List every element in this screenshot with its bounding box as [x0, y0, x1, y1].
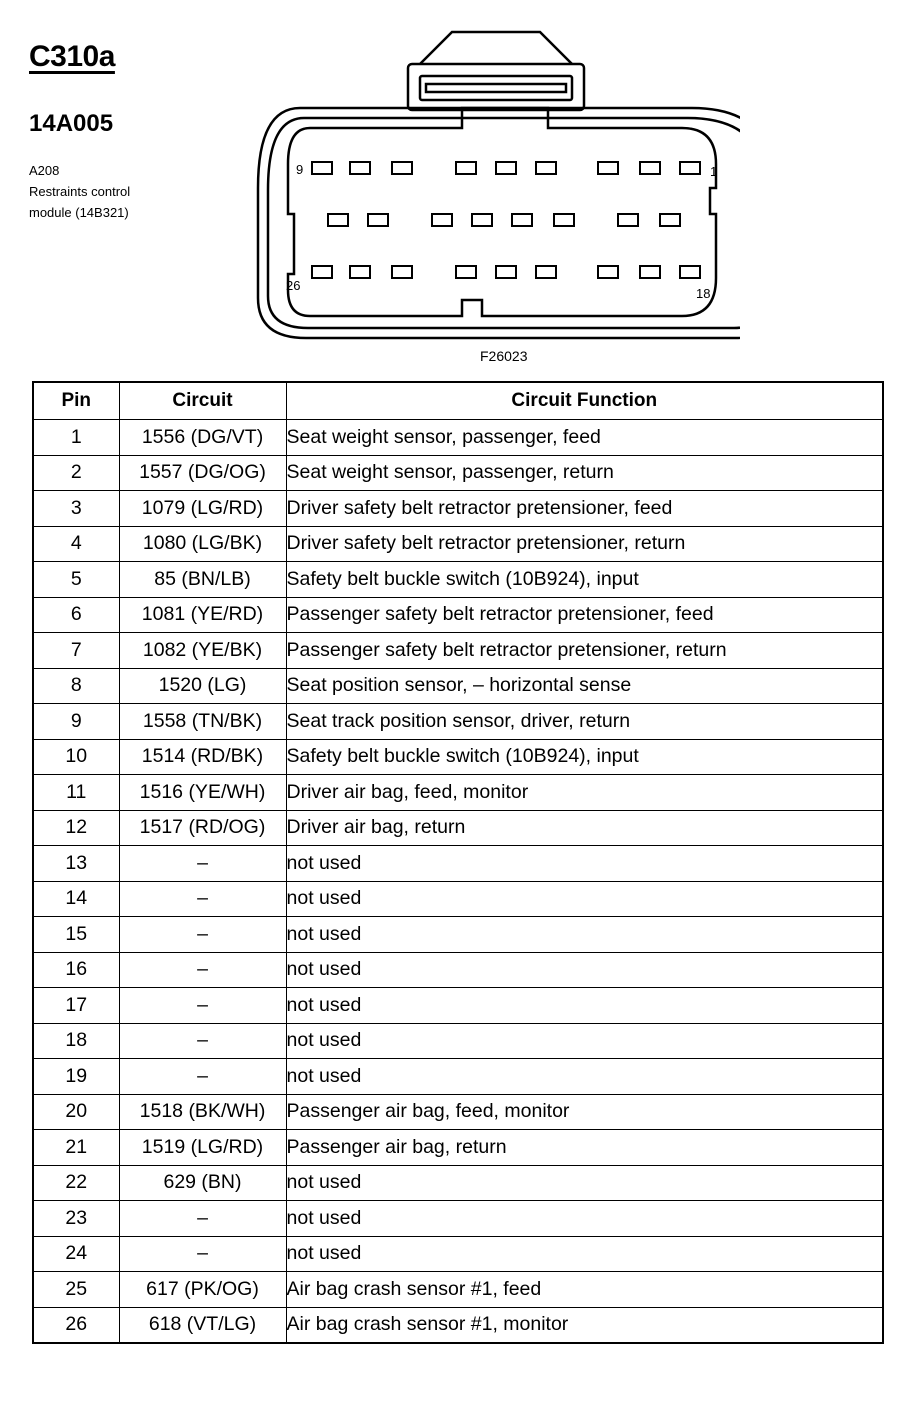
circuit-cell: –	[119, 846, 286, 882]
circuit-cell: 618 (VT/LG)	[119, 1307, 286, 1343]
connector-title: C310a	[29, 40, 115, 73]
pin-cell: 18	[33, 1023, 119, 1059]
circuit-cell: 1082 (YE/BK)	[119, 633, 286, 669]
description-line: module (14B321)	[29, 205, 129, 220]
circuit-cell: 1558 (TN/BK)	[119, 704, 286, 740]
column-header-function: Circuit Function	[286, 382, 883, 420]
table-row	[33, 1307, 883, 1343]
function-cell: Passenger safety belt retractor pretensioner, return	[286, 633, 883, 669]
pin-cell: 14	[33, 881, 119, 917]
table-row	[33, 739, 883, 775]
function-cell: not used	[286, 1165, 883, 1201]
pin-cell: 10	[33, 739, 119, 775]
pinout-table-body	[33, 420, 883, 1344]
figure-id: F26023	[480, 348, 528, 364]
circuit-cell: –	[119, 881, 286, 917]
circuit-cell: –	[119, 952, 286, 988]
table-row	[33, 1130, 883, 1166]
circuit-cell: –	[119, 1059, 286, 1095]
housing-outer	[258, 108, 740, 338]
circuit-cell: –	[119, 1023, 286, 1059]
function-cell: Passenger air bag, return	[286, 1130, 883, 1166]
circuit-cell: 85 (BN/LB)	[119, 562, 286, 598]
function-cell: not used	[286, 988, 883, 1024]
table-row	[33, 562, 883, 598]
function-cell: Driver air bag, return	[286, 810, 883, 846]
pin-cell: 25	[33, 1272, 119, 1308]
pin-cell: 26	[33, 1307, 119, 1343]
circuit-cell: 1080 (LG/BK)	[119, 526, 286, 562]
connector-description	[29, 160, 130, 223]
table-row	[33, 704, 883, 740]
function-cell: Air bag crash sensor #1, monitor	[286, 1307, 883, 1343]
table-row	[33, 1165, 883, 1201]
pin-cell: 5	[33, 562, 119, 598]
description-line: A208	[29, 163, 60, 178]
locking-tab	[420, 32, 572, 64]
table-row	[33, 810, 883, 846]
pin-cell: 21	[33, 1130, 119, 1166]
function-cell: Seat weight sensor, passenger, feed	[286, 420, 883, 456]
function-cell: not used	[286, 1023, 883, 1059]
function-cell: Seat weight sensor, passenger, return	[286, 455, 883, 491]
circuit-cell: 1079 (LG/RD)	[119, 491, 286, 527]
pinout-table	[32, 381, 884, 1344]
pin-cell: 22	[33, 1165, 119, 1201]
pin-label-bottom-left: 26	[286, 278, 301, 293]
circuit-cell: –	[119, 1201, 286, 1237]
table-row	[33, 455, 883, 491]
circuit-cell: 1519 (LG/RD)	[119, 1130, 286, 1166]
pin-cell: 20	[33, 1094, 119, 1130]
table-row	[33, 597, 883, 633]
circuit-cell: 1556 (DG/VT)	[119, 420, 286, 456]
function-cell: Seat position sensor, – horizontal sense	[286, 668, 883, 704]
table-row	[33, 491, 883, 527]
pin-cell: 9	[33, 704, 119, 740]
pin-cell: 24	[33, 1236, 119, 1272]
pin-cell: 16	[33, 952, 119, 988]
circuit-cell: –	[119, 917, 286, 953]
table-row	[33, 1201, 883, 1237]
function-cell: Safety belt buckle switch (10B924), input	[286, 562, 883, 598]
table-row	[33, 668, 883, 704]
pin-cell: 2	[33, 455, 119, 491]
circuit-cell: –	[119, 1236, 286, 1272]
function-cell: Air bag crash sensor #1, feed	[286, 1272, 883, 1308]
pin-cell: 6	[33, 597, 119, 633]
pin-cell: 19	[33, 1059, 119, 1095]
function-cell: not used	[286, 846, 883, 882]
table-row	[33, 846, 883, 882]
function-cell: Safety belt buckle switch (10B924), input	[286, 739, 883, 775]
table-row	[33, 633, 883, 669]
column-header-pin: Pin	[33, 382, 119, 420]
table-row	[33, 881, 883, 917]
description-line: Restraints control	[29, 184, 131, 199]
circuit-cell: 1518 (BK/WH)	[119, 1094, 286, 1130]
pin-cell: 15	[33, 917, 119, 953]
circuit-cell: 617 (PK/OG)	[119, 1272, 286, 1308]
table-row	[33, 1059, 883, 1095]
function-cell: not used	[286, 1059, 883, 1095]
function-cell: not used	[286, 917, 883, 953]
table-row	[33, 1236, 883, 1272]
function-cell: Passenger air bag, feed, monitor	[286, 1094, 883, 1130]
table-row	[33, 1023, 883, 1059]
table-header-row	[33, 382, 883, 420]
function-cell: Driver safety belt retractor pretensioner, return	[286, 526, 883, 562]
pin-cell: 1	[33, 420, 119, 456]
circuit-cell: –	[119, 988, 286, 1024]
pin-cavities	[312, 162, 700, 278]
circuit-cell: 1514 (RD/BK)	[119, 739, 286, 775]
function-cell: Driver air bag, feed, monitor	[286, 775, 883, 811]
housing-inner	[288, 108, 716, 316]
pin-cell: 3	[33, 491, 119, 527]
latch-frame	[408, 64, 584, 110]
pin-cell: 23	[33, 1201, 119, 1237]
circuit-cell: 1516 (YE/WH)	[119, 775, 286, 811]
pin-cell: 11	[33, 775, 119, 811]
table-row	[33, 526, 883, 562]
table-row	[33, 988, 883, 1024]
pin-cell: 8	[33, 668, 119, 704]
circuit-cell: 1081 (YE/RD)	[119, 597, 286, 633]
circuit-cell: 1557 (DG/OG)	[119, 455, 286, 491]
connector-face-diagram	[240, 28, 740, 348]
pin-label-bottom-right: 18	[696, 286, 711, 301]
circuit-cell: 1520 (LG)	[119, 668, 286, 704]
table-row	[33, 917, 883, 953]
table-row	[33, 1094, 883, 1130]
pin-label-top-left: 9	[296, 162, 304, 177]
table-row	[33, 952, 883, 988]
function-cell: not used	[286, 1236, 883, 1272]
function-cell: not used	[286, 881, 883, 917]
function-cell: Driver safety belt retractor pretensioner, feed	[286, 491, 883, 527]
column-header-circuit: Circuit	[119, 382, 286, 420]
table-row	[33, 420, 883, 456]
function-cell: Passenger safety belt retractor pretensioner, feed	[286, 597, 883, 633]
function-cell: not used	[286, 1201, 883, 1237]
table-row	[33, 1272, 883, 1308]
part-number: 14A005	[29, 110, 114, 137]
function-cell: not used	[286, 952, 883, 988]
circuit-cell: 629 (BN)	[119, 1165, 286, 1201]
table-row	[33, 775, 883, 811]
circuit-cell: 1517 (RD/OG)	[119, 810, 286, 846]
pin-cell: 12	[33, 810, 119, 846]
pin-cell: 17	[33, 988, 119, 1024]
pin-label-top-right: 1	[710, 164, 718, 179]
function-cell: Seat track position sensor, driver, return	[286, 704, 883, 740]
pin-cell: 4	[33, 526, 119, 562]
pin-cell: 7	[33, 633, 119, 669]
pin-cell: 13	[33, 846, 119, 882]
